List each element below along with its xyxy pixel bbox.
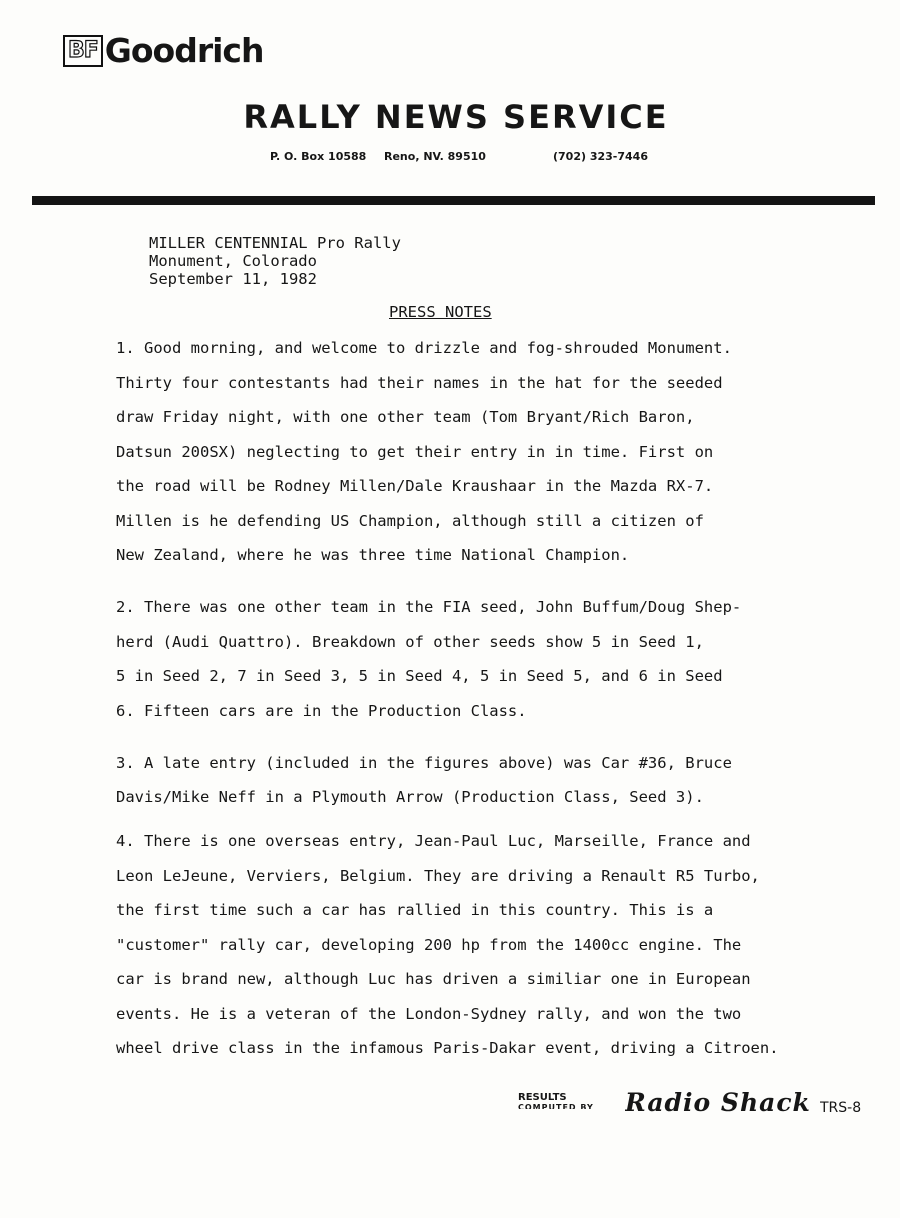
bfgoodrich-logo <box>63 33 264 69</box>
po-box: P. O. Box 10588 <box>270 150 367 163</box>
paragraph-2-line: 2. There was one other team in the FIA seed, John Buffum/Doug Shep- <box>116 598 742 616</box>
paragraph-3-line: 3. A late entry (included in the figures above) was Car #36, Bruce <box>116 754 732 772</box>
paragraph-1-line: the road will be Rodney Millen/Dale Kraushaar in the Mazda RX-7. <box>116 477 714 495</box>
radio-shack-logo: Radio Shack <box>625 1088 811 1113</box>
event-name: MILLER CENTENNIAL Pro Rally <box>149 234 401 252</box>
paragraph-3-line: Davis/Mike Neff in a Plymouth Arrow (Production Class, Seed 3). <box>116 788 704 806</box>
results-label <box>518 1093 594 1109</box>
paragraph-4-line: car is brand new, although Luc has driven a similiar one in European <box>116 970 751 988</box>
paragraph-4-line: wheel drive class in the infamous Paris-Dakar event, driving a Citroen. <box>116 1039 779 1057</box>
paragraph-4-line: Leon LeJeune, Verviers, Belgium. They are driving a Renault R5 Turbo, <box>116 867 760 885</box>
press-notes-heading: PRESS NOTES <box>389 303 492 321</box>
results-text: RESULTS <box>518 1092 567 1103</box>
address-city: Reno, NV. 89510 <box>384 150 486 163</box>
phone-number: (702) 323-7446 <box>553 150 648 163</box>
header-divider <box>32 196 875 205</box>
paragraph-1-line: New Zealand, where he was three time National Champion. <box>116 546 630 564</box>
paragraph-4-line: events. He is a veteran of the London-Sydney rally, and won the two <box>116 1005 742 1023</box>
computed-by-text: COMPUTED BY <box>518 1103 594 1109</box>
paragraph-4-line: "customer" rally car, developing 200 hp from the 1400cc engine. The <box>116 936 742 954</box>
event-location: Monument, Colorado <box>149 252 317 270</box>
paragraph-1-line: 1. Good morning, and welcome to drizzle and fog-shrouded Monument. <box>116 339 732 357</box>
paragraph-4-line: the first time such a car has rallied in this country. This is a <box>116 901 714 919</box>
paragraph-4-line: 4. There is one overseas entry, Jean-Paul Luc, Marseille, France and <box>116 832 751 850</box>
paragraph-1-line: Millen is he defending US Champion, although still a citizen of <box>116 512 704 530</box>
event-date: September 11, 1982 <box>149 270 317 288</box>
paragraph-2-line: herd (Audi Quattro). Breakdown of other seeds show 5 in Seed 1, <box>116 633 704 651</box>
bf-logo-mark: BF <box>63 35 103 67</box>
page-title: RALLY NEWS SERVICE <box>243 98 669 136</box>
paragraph-1-line: draw Friday night, with one other team (Tom Bryant/Rich Baron, <box>116 408 695 426</box>
paragraph-2-line: 6. Fifteen cars are in the Production Class. <box>116 702 527 720</box>
paragraph-1-line: Thirty four contestants had their names in the hat for the seeded <box>116 374 723 392</box>
paragraph-2-line: 5 in Seed 2, 7 in Seed 3, 5 in Seed 4, 5 in Seed 5, and 6 in Seed <box>116 667 723 685</box>
trs-model-text: TRS-8 <box>820 1100 862 1116</box>
paragraph-1-line: Datsun 200SX) neglecting to get their entry in in time. First on <box>116 443 714 461</box>
logo-wordmark: Goodrich <box>104 31 264 70</box>
